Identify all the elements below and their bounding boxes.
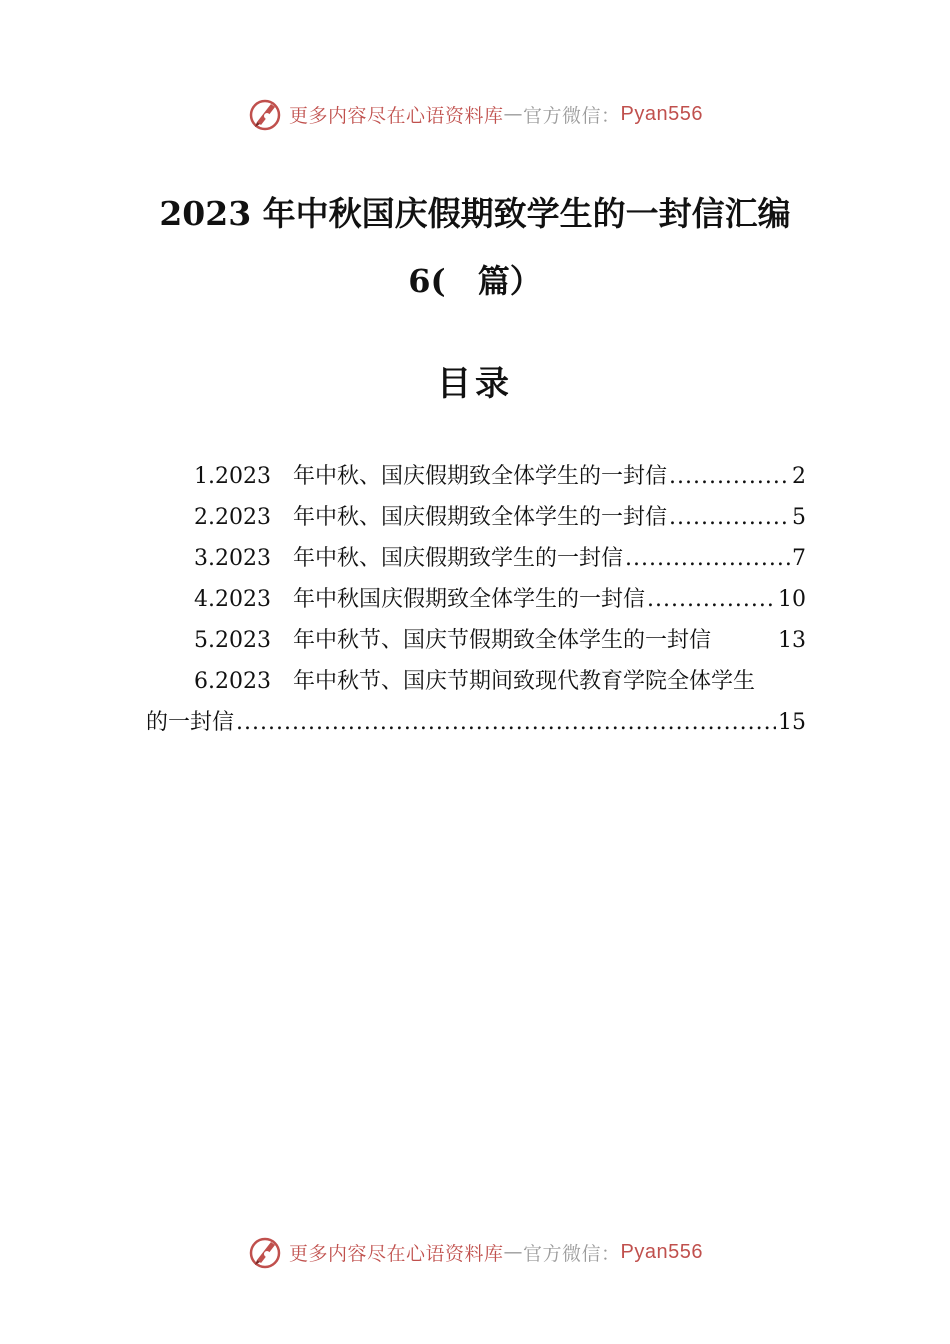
toc-entry-text: 1.2023 年中秋、国庆假期致全体学生的一封信 [194, 464, 667, 489]
toc-entry-5[interactable] [146, 620, 806, 661]
toc-leader-dots [236, 702, 776, 743]
pen-circle-logo-icon [247, 1234, 283, 1270]
toc-entry-page: 10 [778, 587, 806, 612]
watermark-wechat-label: 官方微信： [523, 104, 621, 127]
table-of-contents [146, 456, 806, 743]
toc-entry-text: 2.2023 年中秋、国庆假期致全体学生的一封信 [194, 505, 667, 530]
toc-entry-text-continuation: 的一封信 [146, 710, 235, 735]
watermark-wechat-id: Pyan556 [620, 102, 703, 125]
toc-entry-3[interactable] [146, 538, 806, 579]
document-title-line1: 2023 年中秋国庆假期致学生的一封信汇编 [159, 194, 791, 233]
toc-entry-text: 5.2023 年中秋节、国庆节假期致全体学生的一封信 [194, 628, 711, 653]
toc-entry-page: 5 [792, 505, 806, 530]
watermark-prefix: 更多内容尽在心语资料库 [289, 1242, 504, 1265]
watermark-wechat-id: Pyan556 [620, 1240, 703, 1263]
watermark-prefix: 更多内容尽在心语资料库 [289, 104, 504, 127]
toc-leader-dots [669, 497, 790, 538]
footer-watermark [0, 1232, 950, 1272]
toc-leader-dots [625, 538, 790, 579]
toc-entry-text: 6.2023 年中秋节、国庆节期间致现代教育学院全体学生 [194, 669, 755, 694]
toc-entry-page: 2 [792, 464, 806, 489]
watermark-dash: — [503, 1241, 524, 1263]
toc-entry-1[interactable] [146, 456, 806, 497]
header-watermark [0, 94, 950, 134]
toc-entry-page: 7 [792, 546, 806, 571]
watermark-dash: — [503, 103, 524, 125]
toc-entry-6[interactable] [146, 661, 806, 702]
toc-entry-page: 13 [778, 628, 806, 653]
document-title-line2: 6( 篇） [408, 262, 542, 300]
toc-entry-page: 15 [778, 710, 806, 735]
toc-entry-text: 3.2023 年中秋、国庆假期致学生的一封信 [194, 546, 623, 571]
toc-entry-4[interactable] [146, 579, 806, 620]
watermark-wechat-label: 官方微信： [523, 1242, 621, 1265]
toc-heading: 目录 [437, 364, 513, 404]
toc-leader-dots [669, 456, 790, 497]
toc-entry-2[interactable] [146, 497, 806, 538]
toc-entry-6-continuation[interactable] [146, 702, 806, 743]
toc-leader-dots [647, 579, 776, 620]
toc-entry-text: 4.2023 年中秋国庆假期致全体学生的一封信 [194, 587, 645, 612]
pen-circle-logo-icon [247, 96, 283, 132]
